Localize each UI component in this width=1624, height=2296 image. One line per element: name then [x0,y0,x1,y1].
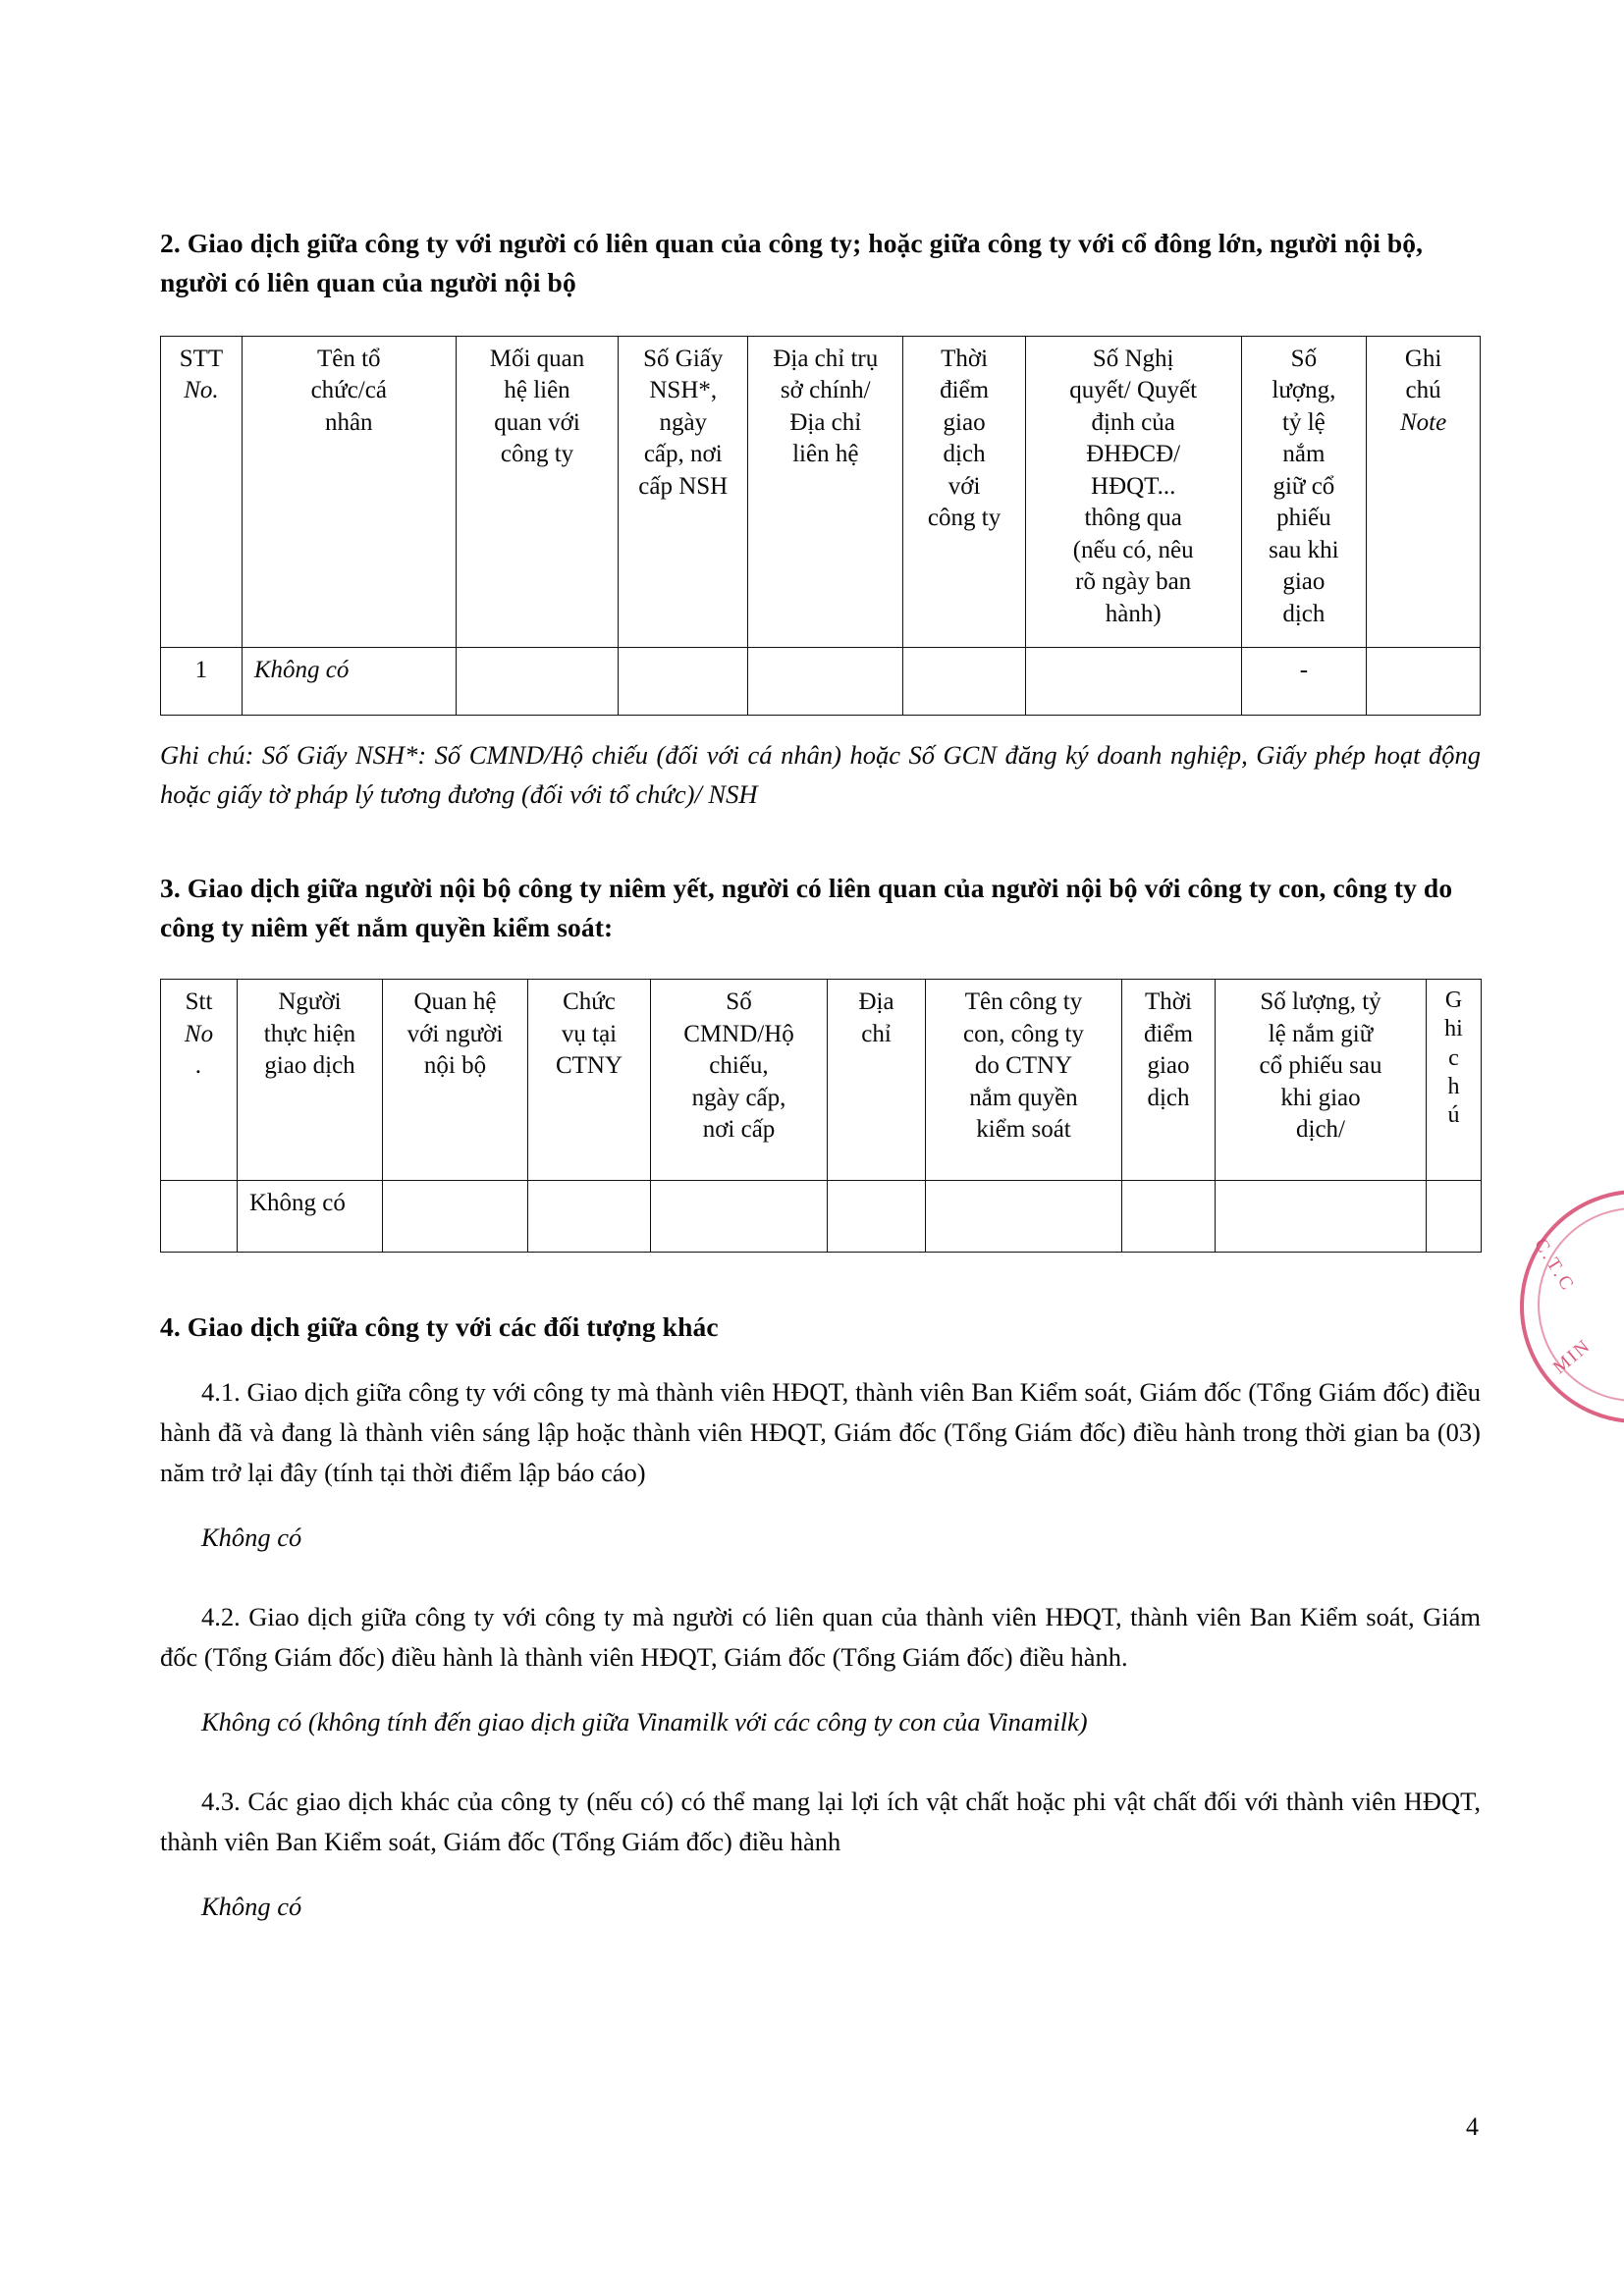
col-header-line: hành) [1105,600,1162,627]
table-header-row [161,980,1482,1181]
col-header-line: Tên tổ [316,345,381,372]
col-header-nguoi-thuc-hien-giao-dich [238,980,383,1181]
col-header-line-italic: Note [1399,408,1447,436]
col-header-line: HĐQT... [1091,472,1176,500]
cell-dia-chi [748,647,903,715]
col-header-line: nội bộ [423,1052,487,1080]
section-4-2-paragraph: 4.2. Giao dịch giữa công ty với công ty mà người có liên quan của thành viên HĐQT, thành viên Ban Kiểm soát, Giám đốc (Tổng Giám đốc) điều hành là thành viên HĐQT, Giám đốc (Tổng Giám đốc) điều hành. [160,1601,1481,1672]
col-header-line: Quan hệ [413,988,497,1016]
col-header-dia-chi [748,336,903,647]
col-header-line: ngày [659,408,708,436]
col-header-line: điểm [940,377,990,404]
cell-ten-cong-ty [926,1181,1122,1253]
col-header-line-italic: . [195,1052,202,1080]
col-header-line: cấp, nơi [643,441,723,468]
col-header-line: công ty [927,505,1001,532]
col-header-line: hệ liên [504,377,570,404]
col-header-line: STT [179,345,224,372]
col-header-line: lượng, [1272,377,1336,404]
col-header-line: Số [1290,345,1318,372]
col-header-line: Địa chỉ [789,408,862,436]
col-header-line: Số Nghị [1092,345,1174,372]
cell-thoi-diem [903,647,1025,715]
col-header-line: giao [1282,568,1326,596]
col-header-line: Thời [1145,988,1192,1016]
col-header-line: quan với [494,408,580,436]
col-header-line: ú [1447,1102,1460,1129]
section-4-3-answer: Không có [201,1891,302,1921]
col-header-line: (nếu có, nêu [1072,536,1194,563]
col-header-line: thực hiện [263,1020,356,1047]
col-header-line: phiếu [1276,505,1331,532]
col-header-line: chỉ [861,1020,892,1047]
col-header-line: giao dịch [264,1052,355,1080]
col-header-line: chức/cá [310,377,387,404]
col-header-moi-quan-he [456,336,619,647]
col-header-line: h [1447,1073,1460,1099]
cell-ten-to-chuc: Không có [242,647,456,715]
col-header-line: rõ ngày ban [1075,568,1192,596]
col-header-quan-he-voi-nguoi-noi-bo [383,980,528,1181]
col-header-line: Địa chỉ trụ [773,345,879,372]
col-header-line: Ghi [1404,345,1442,372]
cell-so-cmnd [651,1181,828,1253]
insider-subsidiary-transactions-table [160,979,1482,1253]
cell-ghi-chu [1427,1181,1482,1253]
col-header-so-cmnd-ho-chieu [651,980,828,1181]
col-header-line: vụ tại [561,1020,618,1047]
col-header-line: kiểm soát [976,1116,1071,1144]
col-header-line: nắm [1282,441,1326,468]
col-header-line: tỷ lệ [1282,408,1326,436]
col-header-line: c [1448,1044,1459,1071]
cell-so-luong: - [1241,647,1366,715]
cell-stt: 1 [161,647,243,715]
col-header-line: nơi cấp [702,1116,776,1144]
col-header-so-luong-ty-le [1216,980,1427,1181]
col-header-line-italic: No [184,1020,214,1047]
cell-so-giay [619,647,748,715]
section-3-heading: 3. Giao dịch giữa người nội bộ công ty niêm yết, người có liên quan của người nội bộ với công ty con, công ty do công ty niêm yết nắm quyền kiểm soát: [160,873,1453,943]
company-seal-inner-ring [1538,1207,1624,1402]
col-header-line: lệ nắm giữ [1268,1020,1374,1047]
col-header-line: dịch/ [1296,1116,1345,1144]
col-header-line: giao [1147,1052,1190,1080]
cell-moi-quan-he [456,647,619,715]
col-header-line: liên hệ [792,441,859,468]
col-header-line: CTNY [555,1052,623,1080]
section-2-heading: 2. Giao dịch giữa công ty với người có liên quan của công ty; hoặc giữa công ty với cổ đông lớn, người nội bộ, người có liên quan của người nội bộ [160,228,1424,297]
col-header-line: Số [726,988,752,1016]
table-row [161,1181,1482,1253]
col-header-line: Số Giấy [643,345,724,372]
col-header-line: Chức [563,988,616,1016]
section-4-3-paragraph: 4.3. Các giao dịch khác của công ty (nếu có) có thể mang lại lợi ích vật chất hoặc phi vật chất đối với thành viên HĐQT, thành viên Ban Kiểm soát, Giám đốc (Tổng Giám đốc) điều hành [160,1786,1481,1856]
col-header-line: NSH*, [649,377,718,404]
col-header-line: Thời [941,345,989,372]
cell-so-nghi-quyet [1025,647,1241,715]
col-header-so-giay-nsh [619,336,748,647]
section-4-1-answer: Không có [201,1522,302,1553]
col-header-line: chú [1405,377,1441,404]
col-header-line: CMND/Hộ [683,1020,794,1047]
related-party-transactions-table [160,336,1481,716]
col-header-ten-to-chuc-ca-nhan [242,336,456,647]
col-header-line [622,471,744,504]
col-header-dia-chi [828,980,926,1181]
col-header-line: Mối quan [489,345,585,372]
col-header-line: giữ cổ [1272,472,1335,500]
col-header-line: nhân [324,408,373,436]
col-header-line: nắm quyền [969,1084,1078,1111]
col-header-line: công ty [500,441,574,468]
col-header-line: quyết/ Quyết [1069,377,1198,404]
spacer [160,1253,1481,1308]
col-header-line: dịch [1282,600,1326,627]
table-header-row [161,336,1481,647]
company-seal-stamp [1520,1190,1624,1423]
col-header-line: điểm [1144,1020,1193,1047]
spacer [160,1558,1481,1597]
col-header-line: Địa [858,988,894,1016]
col-header-line: Người [278,988,342,1016]
col-header-ghi-chu [1427,980,1482,1181]
cell-stt [161,1181,238,1253]
col-header-line: ĐHĐCĐ/ [1086,441,1181,468]
col-header-line: sau khi [1269,536,1339,563]
cell-thoi-diem [1122,1181,1216,1253]
col-header-line-italic: No. [184,377,219,404]
col-header-line: với người [406,1020,504,1047]
col-header-line: chiếu, [709,1052,769,1080]
spacer [160,1742,1481,1782]
col-header-stt [161,980,238,1181]
col-header-line: định của [1091,408,1175,436]
col-header-so-nghi-quyet [1025,336,1241,647]
company-seal-top-text: C.T.C [1530,1235,1579,1297]
col-header-line: Stt [185,988,213,1016]
table-row [161,647,1481,715]
col-header-line: hi [1444,1016,1463,1042]
col-header-line: giao [943,408,986,436]
cell-nguoi-thuc-hien: Không có [238,1181,383,1253]
col-header-line: sở chính/ [780,377,871,404]
section-4-heading: 4. Giao dịch giữa công ty với các đối tượng khác [160,1311,719,1343]
cell-ghi-chu [1367,647,1481,715]
col-header-line: con, công ty [963,1020,1084,1047]
page-number: 4 [1466,2112,1479,2141]
col-header-ten-cong-ty-con [926,980,1122,1181]
cell-dia-chi [828,1181,926,1253]
section-4-1-paragraph: 4.1. Giao dịch giữa công ty với công ty mà thành viên HĐQT, thành viên Ban Kiểm soát, Giám đốc (Tổng Giám đốc) điều hành đã và đang là thành viên sáng lập hoặc thành viên HĐQT, Giám đốc (Tổng Giám đốc) điều hành trong thời gian ba (03) năm trở lại đây (tính tại thời điểm lập báo cáo) [160,1376,1481,1488]
col-header-chuc-vu-tai-ctny [528,980,651,1181]
col-header-line: dịch [943,441,986,468]
col-header-line: dịch [1147,1084,1190,1111]
col-header-thoi-diem-giao-dich [903,336,1025,647]
company-seal-bottom-text: MIN [1549,1335,1596,1379]
cell-so-luong [1216,1181,1427,1253]
col-header-thoi-diem-giao-dich [1122,980,1216,1181]
spacer [160,814,1481,869]
col-header-ghi-chu [1367,336,1481,647]
document-content [160,224,1481,1927]
col-header-line: G [1444,988,1463,1014]
cell-chuc-vu [528,1181,651,1253]
col-header-line: do CTNY [974,1052,1073,1080]
col-header-stt [161,336,243,647]
col-header-line: cổ phiếu sau [1259,1052,1382,1080]
col-header-line: với [947,472,981,500]
col-header-line: thông qua [1084,505,1182,532]
col-header-text: cấp NSH [638,472,729,500]
col-header-line: Số lượng, tỷ [1260,988,1381,1016]
col-header-line: Tên công ty [964,988,1083,1016]
cell-quan-he [383,1181,528,1253]
section-2-footnote: Ghi chú: Số Giấy NSH*: Số CMND/Hộ chiếu (đối với cá nhân) hoặc Số GCN đăng ký doanh nghiệp, Giấy phép hoạt động hoặc giấy tờ pháp lý tương đương (đối với tổ chức)/ NSH [160,739,1481,810]
col-header-so-luong-ty-le [1241,336,1366,647]
col-header-line: ngày cấp, [691,1084,786,1111]
col-header-line: khi giao [1280,1084,1361,1111]
section-4-2-answer: Không có (không tính đến giao dịch giữa Vinamilk với các công ty con của Vinamilk) [201,1706,1088,1736]
